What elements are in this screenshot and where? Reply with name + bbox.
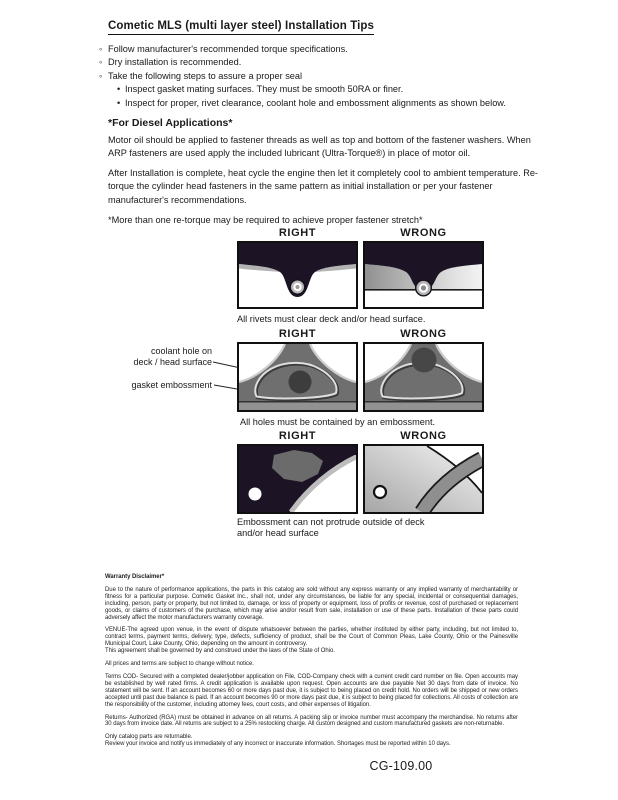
prices-paragraph: All prices and terms are subject to change without notice. bbox=[105, 661, 254, 668]
deck-edge-band bbox=[239, 403, 356, 411]
tip-text: Dry installation is recommended. bbox=[108, 57, 242, 68]
coolant-hole-shape bbox=[412, 348, 437, 373]
diesel-heading: *For Diesel Applications* bbox=[108, 117, 233, 129]
returnable-paragraph bbox=[105, 734, 518, 748]
tip-text: Inspect for proper, rivet clearance, coolant hole and embossment alignments as shown below. bbox=[125, 97, 506, 108]
deck-edge-band bbox=[365, 403, 482, 411]
tip-text: Take the following steps to assure a proper seal bbox=[108, 70, 303, 81]
fig2-wrong-diagram bbox=[363, 342, 484, 412]
coolant-hole-shape bbox=[289, 371, 312, 394]
embossment-callout bbox=[98, 380, 212, 391]
embossment-protrude-wrong-drawing bbox=[365, 446, 482, 512]
caption-line: and/or head surface bbox=[237, 528, 319, 538]
fig2-right-label: RIGHT bbox=[278, 328, 317, 340]
open-bullet-icon: ◦ bbox=[99, 44, 103, 54]
fig3-wrong-diagram bbox=[363, 444, 484, 514]
venue-paragraph bbox=[105, 627, 518, 655]
warranty-disclaimer-heading: Warranty Disclaimer* bbox=[105, 574, 165, 580]
fig1-right-label: RIGHT bbox=[278, 227, 317, 239]
list-sub-item bbox=[117, 97, 506, 110]
bolt-hole-shape bbox=[249, 488, 262, 501]
rivet-clear-right-drawing bbox=[239, 243, 356, 307]
returnable-text: Only catalog parts are returnable. bbox=[105, 734, 193, 741]
open-bullet-icon: ◦ bbox=[99, 57, 103, 68]
fig3-wrong-label: WRONG bbox=[400, 430, 447, 442]
embossment-contain-wrong-drawing bbox=[365, 344, 482, 410]
fig1-right-diagram bbox=[237, 241, 358, 309]
list-item bbox=[99, 70, 506, 83]
callout-line: coolant hole on bbox=[150, 346, 212, 356]
retorque-note: *More than one re-torque may be required to achieve proper fastener stretch* bbox=[108, 215, 423, 225]
fig1-caption: All rivets must clear deck and/or head surface. bbox=[237, 314, 426, 324]
fig3-right-diagram bbox=[237, 444, 358, 514]
filled-bullet-icon: • bbox=[117, 84, 121, 95]
list-sub-item bbox=[117, 83, 506, 96]
review-invoice-text: Review your invoice and notify us immediately of any incorrect or inaccurate information. Shortages must be reported within 10 days. bbox=[105, 741, 451, 748]
warranty-paragraph: Due to the nature of performance applications, the parts in this catalog are sold without any express warranty or any implied warranty of merchantability or fitness for a particular purpose. Cometic Gasket Inc., shall not, under any circumstances, be liable for any special, incidental or consequential damages, including, person, party or property, but not limited to, damage, or loss of property or equipment, loss of profits or revenue, cost of purchased or replacement goods, or claims of customers of the purchase, which may arise and/or result from sale, installation or use of these parts. Installation of these parts could adversely affect the motor manufacturers warranty coverage. bbox=[105, 586, 518, 621]
embossment-contain-right-drawing bbox=[239, 344, 356, 410]
fig3-caption bbox=[237, 517, 424, 539]
fig2-wrong-label: WRONG bbox=[400, 328, 447, 340]
coolant-hole-callout bbox=[98, 346, 212, 367]
list-item bbox=[99, 56, 506, 69]
tip-text: Follow manufacturer's recommended torque specifications. bbox=[108, 44, 348, 54]
returns-paragraph: Returns- Authorized (RGA) must be obtained in advance on all returns. A packing slip or invoice number must accompany the merchandise. No returns after 30 days from invoice date. All returns are subject to a 25% restocking charge. All custom designed and custom manufactured gaskets are non-returnable. bbox=[105, 714, 518, 728]
tips-list bbox=[99, 43, 506, 110]
governing-law-text: This agreement shall be governed by and construed under the laws of the State of Ohio. bbox=[105, 648, 335, 655]
page-title: Cometic MLS (multi layer steel) Installation Tips bbox=[108, 20, 374, 35]
caption-line: Embossment can not protrude outside of deck bbox=[237, 517, 425, 527]
rivet-shape bbox=[290, 280, 304, 294]
fig3-right-label: RIGHT bbox=[278, 430, 317, 442]
list-item bbox=[99, 43, 506, 56]
tip-text: Inspect gasket mating surfaces. They must be smooth 50RA or finer. bbox=[125, 84, 404, 95]
rivet-clear-wrong-drawing bbox=[365, 243, 482, 307]
diesel-paragraph-2: After Installation is complete, heat cycle the engine then let it completely cool to ambient temperature. Re-torque the cylinder head fasteners in the same pattern as initial installation or per your fastener manufacturer's recommendations. bbox=[108, 168, 538, 205]
diesel-paragraph-1: Motor oil should be applied to fastener threads as well as top and bottom of the fastener washers. When ARP fasteners are used apply the included lubricant (Ultra-Torque®) in place of motor oil. bbox=[108, 135, 531, 159]
embossment-protrude-right-drawing bbox=[239, 446, 356, 512]
deck-edge-line bbox=[365, 401, 482, 403]
callout-line: gasket embossment bbox=[131, 380, 212, 390]
open-bullet-icon: ◦ bbox=[99, 70, 103, 81]
callout-line: deck / head surface bbox=[133, 356, 212, 367]
venue-text: VENUE-The agreed upon venue, in the event of dispute whatsoever between the parties, whether instituted by either party, including, but not limited to, contract terms, payment terms, delivery, type, defects, sufficiency of product, shall be the Court of Common Pleas, Lake County, Ohio or the Painesville Municipal Court, Lake County, Ohio, depending on the amount in controversy. bbox=[105, 627, 518, 648]
fig2-caption: All holes must be contained by an embossment. bbox=[240, 417, 436, 427]
fig1-wrong-label: WRONG bbox=[400, 227, 447, 239]
rivet-shape bbox=[416, 280, 432, 296]
terms-paragraph: Terms COD- Secured with a completed dealer/jobber application on File, COD-Company check with a current credit card number on file. Open accounts may be established by well rated firms. A credit application is available upon request. Open accounts are due payable Net 30 days from date of invoice. No statement will be sent. If an account becomes 60 or more days past due, it is subject to being placed on credit hold. No orders will be shipped or new orders accepted until past due balance is paid. If an account becomes 90 or more days past due, it is subject to being placed for collections. All costs of collection are the responsibility of the customer, including attorney fees, court costs, and other expenses of litigation. bbox=[105, 673, 518, 708]
filled-bullet-icon: • bbox=[117, 97, 121, 108]
page-number: CG-109.00 bbox=[369, 759, 433, 773]
deck-edge-line bbox=[239, 401, 356, 403]
fig2-right-diagram bbox=[237, 342, 358, 412]
fig1-wrong-diagram bbox=[363, 241, 484, 309]
legal-fine-print bbox=[105, 574, 518, 748]
bolt-hole-shape bbox=[374, 486, 386, 498]
